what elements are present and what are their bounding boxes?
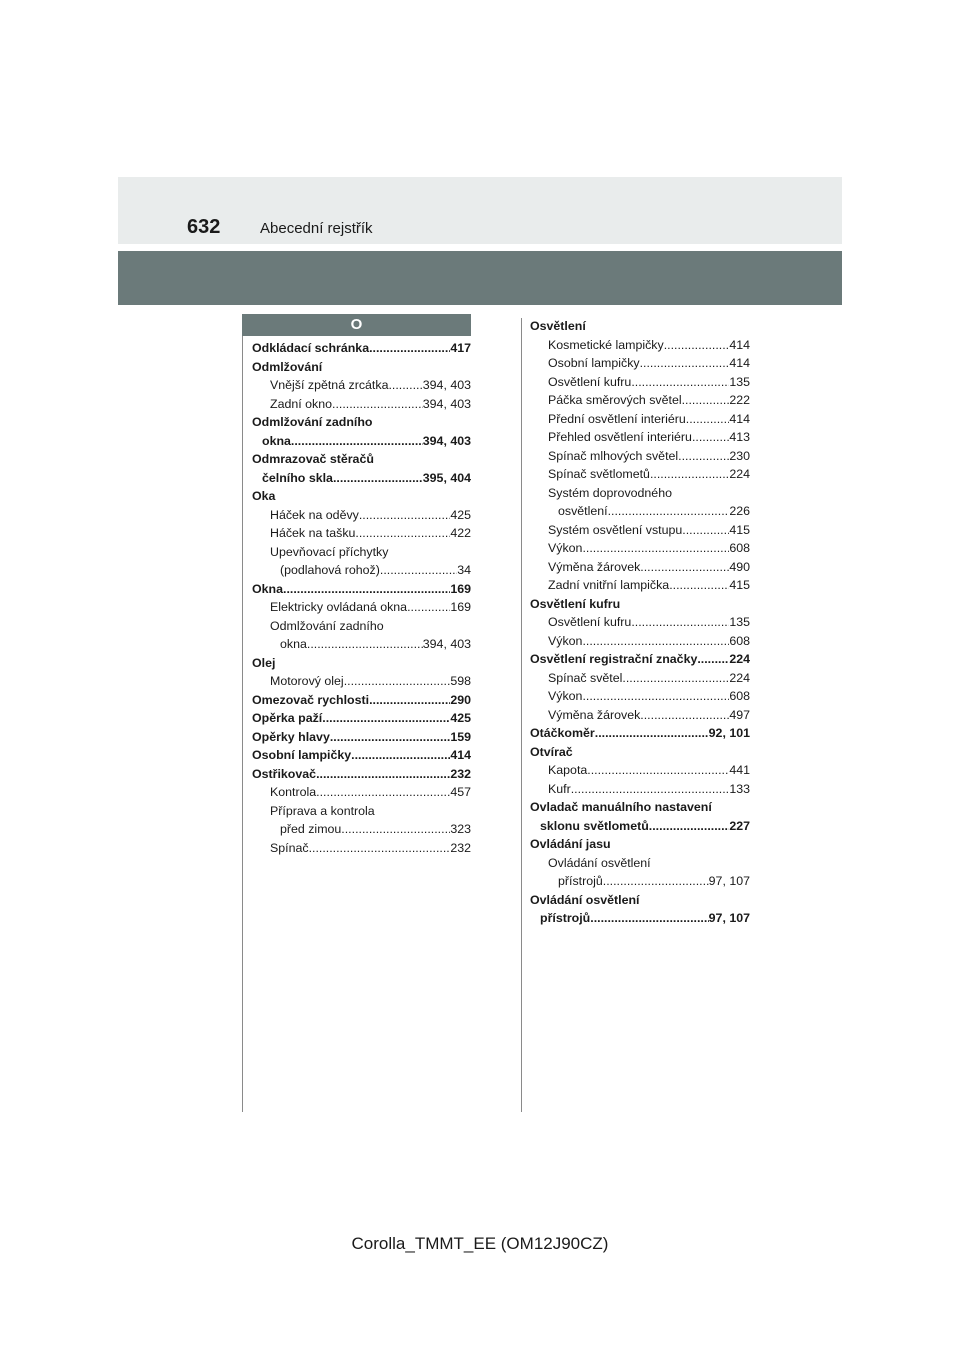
index-entry-leader: [316, 783, 450, 802]
index-entry-term: Zadní okno: [270, 396, 332, 411]
index-entry: [530, 613, 750, 632]
index-entry-term: Otvírač: [530, 744, 573, 759]
index-entry: [530, 687, 750, 706]
index-entry-page: 598: [450, 674, 471, 688]
index-entry: [530, 410, 750, 429]
index-entry-term: Přední osvětlení interiéru: [548, 411, 686, 426]
index-entry-page: 414: [729, 411, 750, 426]
index-entry-term: přístrojů: [540, 911, 591, 925]
index-entry-page: 230: [729, 448, 750, 463]
index-entry-term: Páčka směrových světel: [548, 393, 682, 407]
index-entry-term: Ovladač manuálního nastavení: [530, 800, 712, 814]
index-entry: [530, 354, 750, 373]
index-entry-page: 394, 403: [422, 396, 471, 411]
index-entry-leader: [309, 839, 451, 858]
index-entry-page: 133: [729, 781, 750, 796]
index-letter-heading: O: [242, 314, 471, 336]
index-entry-page: 34: [457, 563, 471, 577]
index-entry-leader: [640, 706, 729, 725]
index-entry-page: 227: [729, 818, 750, 833]
index-entry: [530, 817, 750, 836]
middle-column-rule: [521, 318, 522, 1112]
index-entry-term: Upevňovací příchytky: [270, 544, 389, 559]
index-entry-term: Výkon: [548, 541, 583, 555]
index-entry: [252, 672, 471, 691]
index-entry: [252, 635, 471, 654]
index-entry-page: 92, 101: [708, 726, 750, 740]
index-entry-leader: [649, 817, 730, 836]
index-entry-term: Osobní lampičky: [548, 356, 640, 370]
index-entry-page: 169: [450, 600, 471, 614]
left-column-rule: [242, 336, 243, 1112]
index-entry-page: 490: [729, 559, 750, 574]
index-entry-leader: [650, 465, 729, 484]
index-entry-leader: [590, 909, 708, 928]
index-entry-leader: [316, 765, 450, 784]
index-entry: [252, 765, 471, 784]
index-entry-term: Spínač mlhových světel: [548, 448, 679, 463]
index-entry-term: Kufr: [548, 781, 571, 796]
index-entry-leader: [664, 336, 730, 355]
index-entry: [530, 484, 750, 503]
index-entry-leader: [341, 820, 450, 839]
index-entry-page: 232: [450, 840, 471, 855]
index-entry-term: Spínač: [270, 840, 309, 855]
index-entry: [530, 854, 750, 873]
index-entry-page: 222: [729, 393, 750, 407]
index-entry-leader: [640, 558, 729, 577]
index-column-right: [530, 317, 750, 928]
index-entry-leader: [640, 354, 730, 373]
index-entry: [252, 413, 471, 432]
index-entry-leader: [697, 650, 729, 669]
index-entry-leader: [686, 410, 730, 429]
index-entry-term: Spínač světlometů: [548, 467, 650, 481]
index-entry-leader: [692, 428, 729, 447]
index-entry-leader: [291, 432, 423, 451]
page-number: 632: [187, 216, 221, 238]
index-entry: [530, 595, 750, 614]
index-entry-page: 97, 107: [708, 874, 750, 888]
index-entry-term: čelního skla: [262, 470, 333, 485]
index-entry-leader: [603, 872, 709, 891]
index-entry: [530, 558, 750, 577]
index-entry-page: 224: [729, 670, 750, 685]
index-entry: [530, 502, 750, 521]
index-entry-page: 415: [729, 578, 750, 592]
index-entry-leader: [355, 524, 450, 543]
index-entry-term: Omezovač rychlosti: [252, 692, 370, 707]
index-entry: [530, 909, 750, 928]
index-entry-term: okna: [262, 433, 291, 448]
index-entry: [530, 798, 750, 817]
index-entry: [252, 728, 471, 747]
index-entry-page: 414: [729, 356, 750, 370]
index-entry-term: přístrojů: [558, 874, 603, 888]
index-entry-leader: [388, 376, 422, 395]
index-entry-page: 323: [450, 822, 471, 836]
index-entry-leader: [622, 669, 729, 688]
index-entry-term: osvětlení: [558, 504, 608, 518]
index-entry-leader: [380, 561, 457, 580]
index-entry-leader: [582, 687, 729, 706]
index-entry-page: 224: [729, 652, 750, 666]
index-entry-page: 608: [729, 541, 750, 555]
index-entry: [252, 506, 471, 525]
index-entry-page: 394, 403: [422, 378, 471, 392]
index-entry: [530, 761, 750, 780]
index-entry-term: Opěrka paží: [252, 711, 323, 725]
index-entry: [252, 820, 471, 839]
index-entry: [252, 487, 471, 506]
index-entry-term: Háček na oděvy: [270, 507, 359, 522]
index-entry-page: 394, 403: [422, 433, 471, 448]
index-entry-term: Olej: [252, 655, 276, 670]
index-entry: [530, 373, 750, 392]
index-entry: [530, 539, 750, 558]
document-footer: Corolla_TMMT_EE (OM12J90CZ): [351, 1234, 609, 1253]
index-entry-term: Odmlžování: [252, 359, 323, 374]
index-entry-leader: [307, 635, 423, 654]
index-entry: [530, 447, 750, 466]
index-entry-term: Osobní lampičky: [252, 748, 352, 762]
index-entry-leader: [369, 339, 450, 358]
index-entry-term: Přehled osvětlení interiéru: [548, 430, 692, 444]
index-entry-term: Osvětlení kufru: [548, 374, 632, 389]
index-entry-leader: [351, 746, 450, 765]
index-entry-page: 97, 107: [708, 911, 750, 925]
index-entry-term: Výkon: [548, 689, 583, 703]
index-entry-page: 608: [729, 633, 750, 648]
index-entry-term: Kontrola: [270, 785, 317, 799]
index-entry: [252, 561, 471, 580]
index-entry-leader: [322, 709, 450, 728]
index-entry: [252, 469, 471, 488]
index-entry-page: 226: [729, 504, 750, 518]
index-entry-term: Spínač světel: [548, 670, 623, 685]
index-entry-term: Otáčkoměr: [530, 726, 595, 740]
index-entry-leader: [571, 780, 730, 799]
index-entry: [530, 391, 750, 410]
index-entry-term: Okna: [252, 581, 283, 596]
index-entry-term: před zimou: [280, 822, 342, 836]
index-entry-term: Oka: [252, 489, 276, 503]
index-entry-page: 608: [729, 689, 750, 703]
index-entry: [252, 598, 471, 617]
index-entry: [252, 580, 471, 599]
index-entry-term: Výměna žárovek: [548, 559, 641, 574]
index-entry-leader: [330, 728, 450, 747]
index-entry-leader: [631, 373, 729, 392]
index-entry-term: Ovládání osvětlení: [548, 855, 651, 870]
index-entry-page: 417: [450, 341, 471, 355]
index-entry-page: 290: [450, 692, 471, 707]
index-entry-term: Kapota: [548, 763, 588, 777]
index-entry: [252, 709, 471, 728]
index-entry-term: sklonu světlometů: [540, 818, 649, 833]
index-entry-page: 415: [729, 522, 750, 537]
index-entry: [530, 336, 750, 355]
index-entry-term: Odmlžování zadního: [252, 415, 373, 429]
index-entry-term: Elektricky ovládaná okna: [270, 600, 408, 614]
index-entry-term: Osvětlení registrační značky: [530, 652, 698, 666]
index-entry-leader: [369, 691, 450, 710]
index-entry-page: 425: [450, 507, 471, 522]
index-entry-page: 135: [729, 374, 750, 389]
index-entry: [530, 743, 750, 762]
index-entry-page: 422: [450, 526, 471, 540]
section-title: Abecední rejstřík: [260, 220, 373, 237]
index-entry: [530, 521, 750, 540]
index-entry: [252, 802, 471, 821]
index-entry-leader: [587, 761, 729, 780]
index-entry-page: 413: [729, 430, 750, 444]
index-entry: [530, 576, 750, 595]
index-entry-page: 232: [450, 766, 471, 781]
index-entry-term: Osvětlení kufru: [530, 596, 621, 611]
index-entry-term: Osvětlení: [530, 319, 586, 333]
index-entry: [530, 317, 750, 336]
index-entry-leader: [678, 447, 729, 466]
index-entry-leader: [582, 632, 729, 651]
index-entry-page: 224: [729, 467, 750, 481]
index-entry-page: 135: [729, 615, 750, 629]
index-entry: [530, 465, 750, 484]
header-dark-band: [118, 251, 842, 305]
index-entry: [252, 654, 471, 673]
index-entry: [252, 376, 471, 395]
index-entry-term: (podlahová rohož): [280, 563, 380, 577]
index-entry: [252, 783, 471, 802]
index-entry-term: Odkládací schránka: [252, 341, 370, 355]
index-entry-page: 425: [450, 711, 471, 725]
index-entry-leader: [631, 613, 729, 632]
index-entry-term: Motorový olej: [270, 674, 344, 688]
index-entry-term: Výměna žárovek: [548, 707, 641, 722]
index-entry: [530, 706, 750, 725]
index-entry-term: Ostřikovač: [252, 766, 317, 781]
index-entry-page: 395, 404: [422, 470, 471, 485]
index-entry: [252, 450, 471, 469]
index-entry-term: Vnější zpětná zrcátka: [270, 378, 389, 392]
index-entry-leader: [407, 598, 450, 617]
index-entry-page: 414: [450, 748, 471, 762]
index-entry: [530, 428, 750, 447]
header-band: [118, 177, 842, 244]
index-entry: [252, 358, 471, 377]
index-entry-leader: [595, 724, 709, 743]
index-entry-leader: [332, 395, 423, 414]
index-entry-leader: [359, 506, 450, 525]
index-entry: [252, 524, 471, 543]
index-entry-leader: [344, 672, 451, 691]
index-entry-term: Systém osvětlení vstupu: [548, 522, 683, 537]
index-entry-page: 414: [729, 337, 750, 352]
index-entry-leader: [682, 391, 730, 410]
index-entry-leader: [608, 502, 730, 521]
index-entry: [530, 891, 750, 910]
index-entry: [252, 617, 471, 636]
index-entry: [252, 395, 471, 414]
index-entry: [252, 691, 471, 710]
index-entry-term: okna: [280, 637, 307, 651]
index-entry-term: Ovládání osvětlení: [530, 892, 640, 907]
index-entry-page: 497: [729, 707, 750, 722]
index-entry-page: 457: [450, 785, 471, 799]
index-entry: [252, 432, 471, 451]
index-entry-page: 169: [450, 581, 471, 596]
index-entry: [252, 746, 471, 765]
index-entry-page: 441: [729, 763, 750, 777]
index-entry-term: Háček na tašku: [270, 526, 356, 540]
index-entry: [252, 339, 471, 358]
index-entry: [530, 872, 750, 891]
index-entry-term: Systém doprovodného: [548, 485, 672, 500]
index-entry-page: 159: [450, 729, 471, 744]
index-entry-term: Ovládání jasu: [530, 837, 611, 851]
index-entry: [252, 839, 471, 858]
index-entry-leader: [669, 576, 729, 595]
index-entry-leader: [582, 539, 729, 558]
index-entry: [530, 780, 750, 799]
index-entry-page: 394, 403: [422, 637, 471, 651]
index-entry-term: Odmlžování zadního: [270, 618, 384, 633]
index-entry-term: Příprava a kontrola: [270, 803, 375, 818]
index-entry: [530, 835, 750, 854]
index-entry-leader: [333, 469, 423, 488]
index-entry: [530, 669, 750, 688]
index-entry-term: Kosmetické lampičky: [548, 337, 664, 352]
index-column-left: [252, 339, 471, 857]
index-entry: [530, 650, 750, 669]
index-entry: [252, 543, 471, 562]
index-entry-term: Zadní vnitřní lampička: [548, 578, 670, 592]
index-entry-term: Osvětlení kufru: [548, 615, 632, 629]
index-entry: [530, 724, 750, 743]
index-entry-term: Opěrky hlavy: [252, 729, 330, 744]
index-entry-term: Odmrazovač stěračů: [252, 452, 374, 466]
index-entry-leader: [682, 521, 729, 540]
index-entry-leader: [283, 580, 450, 599]
index-entry: [530, 632, 750, 651]
index-entry-term: Výkon: [548, 633, 583, 648]
